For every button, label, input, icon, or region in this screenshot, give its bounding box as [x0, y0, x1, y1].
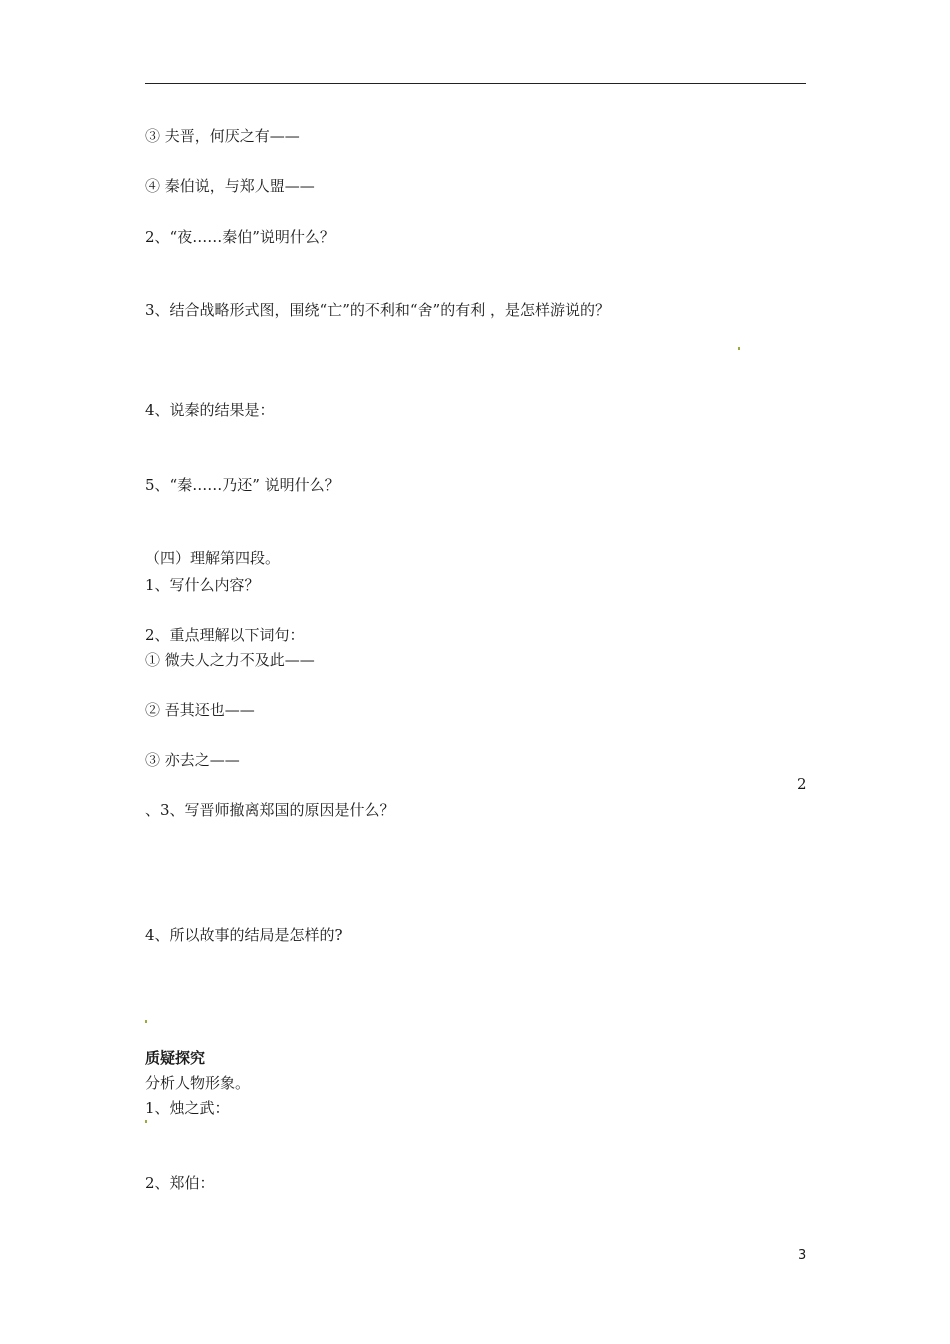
- side-number: 2: [797, 775, 807, 793]
- page-number: 3: [798, 1248, 807, 1263]
- annotation-mark: [145, 1020, 147, 1023]
- question-4-result-line: 4、说秦的结果是：: [145, 401, 275, 419]
- section-4-question-3: 、3、写晋师撤离郑国的原因是什么？: [145, 801, 395, 819]
- section-4-question-2: 2、重点理解以下词句：: [145, 626, 305, 644]
- question-5-line: 5、“秦……乃还” 说明什么？: [145, 476, 340, 494]
- character-analysis-line: 分析人物形象。: [145, 1074, 251, 1092]
- section-4-question-1: 1、写什么内容？: [145, 576, 260, 594]
- question-3-strategy-line: 3、结合战略形式图，围绕“亡”的不利和“舍”的有利 ，是怎样游说的？: [145, 301, 610, 319]
- question-3-line: ③ 夫晋，何厌之有——: [145, 127, 300, 145]
- question-2-line: 2、“夜……秦伯”说明什么？: [145, 228, 335, 246]
- annotation-mark: [738, 347, 740, 350]
- header-rule: [145, 83, 806, 84]
- inquiry-heading: 质疑探究: [145, 1049, 206, 1067]
- character-1-line: 1、烛之武：: [145, 1099, 230, 1117]
- phrase-1-line: ① 微夫人之力不及此——: [145, 651, 315, 669]
- question-4-line: ④ 秦伯说，与郑人盟——: [145, 177, 315, 195]
- section-4-question-4: 4、所以故事的结局是怎样的?: [145, 926, 343, 944]
- phrase-3-line: ③ 亦去之——: [145, 751, 240, 769]
- phrase-2-line: ② 吾其还也——: [145, 701, 255, 719]
- character-2-line: 2、郑伯：: [145, 1174, 215, 1192]
- section-4-heading: （四）理解第四段。: [145, 549, 281, 567]
- annotation-mark: [145, 1120, 147, 1123]
